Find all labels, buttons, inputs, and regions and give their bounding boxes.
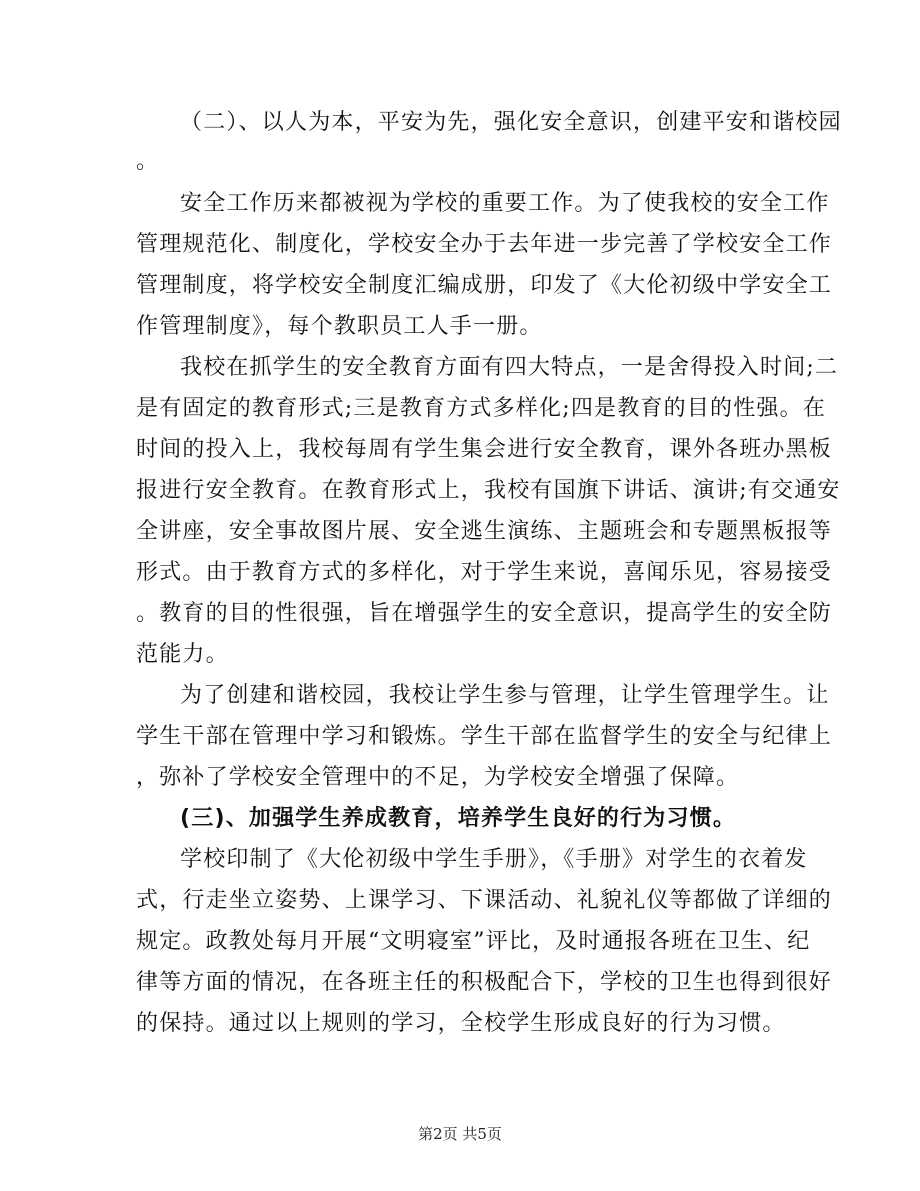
text-line: 。教育的目的性很强，旨在增强学生的安全意识，提高学生的安全防	[136, 601, 833, 626]
text-line: 的保持。通过以上规则的学习，全校学生形成良好的行为习惯。	[136, 1011, 786, 1036]
text-line: 作管理制度》，每个教职员工人手一册。	[136, 314, 543, 339]
text-line: 安全工作历来都被视为学校的重要工作。为了使我校的安全工作	[180, 191, 830, 216]
text-line: 规定。政教处每月开展“文明寝室”评比，及时通报各班在卫生、纪	[136, 929, 811, 954]
text-line: 我校在抓学生的安全教育方面有四大特点，一是舍得投入时间;二	[180, 355, 839, 380]
text-line: 。	[136, 149, 160, 174]
text-line: 学生干部在管理中学习和锻炼。学生干部在监督学生的安全与纪律上	[136, 724, 833, 749]
text-line: 为了创建和谐校园，我校让学生参与管理，让学生管理学生。让	[180, 683, 830, 708]
section-heading-3: (三)、加强学生养成教育，培养学生良好的行为习惯。	[180, 806, 737, 831]
page-number-footer: 第2页 共5页	[418, 1125, 502, 1143]
text-line: 律等方面的情况，在各班主任的积极配合下，学校的卫生也得到很好	[136, 970, 833, 995]
text-line: 管理制度，将学校安全制度汇编成册，印发了《大伦初级中学安全工	[136, 273, 833, 298]
text-line: 报进行安全教育。在教育形式上，我校有国旗下讲话、演讲;有交通安	[136, 478, 841, 503]
section-heading-2: （二）、以人为本，平安为先，强化安全意识，创建平安和谐校园	[180, 110, 842, 135]
text-line: 式，行走坐立姿势、上课学习、下课活动、礼貌礼仪等都做了详细的	[136, 888, 833, 913]
text-line: 管理规范化、制度化，学校安全办于去年进一步完善了学校安全工作	[136, 232, 833, 257]
text-line: 时间的投入上，我校每周有学生集会进行安全教育，课外各班办黑板	[136, 437, 833, 462]
text-line: 是有固定的教育形式;三是教育方式多样化;四是教育的目的性强。在	[136, 396, 827, 421]
text-line: 全讲座，安全事故图片展、安全逃生演练、主题班会和专题黑板报等	[136, 519, 833, 544]
text-line: 形式。由于教育方式的多样化，对于学生来说，喜闻乐见，容易接受	[136, 560, 833, 585]
text-line: 学校印制了《大伦初级中学生手册》，《手册》对学生的衣着发	[180, 847, 808, 872]
text-line: ，弥补了学校安全管理中的不足，为学校安全增强了保障。	[136, 765, 740, 790]
text-line: 范能力。	[136, 642, 229, 667]
